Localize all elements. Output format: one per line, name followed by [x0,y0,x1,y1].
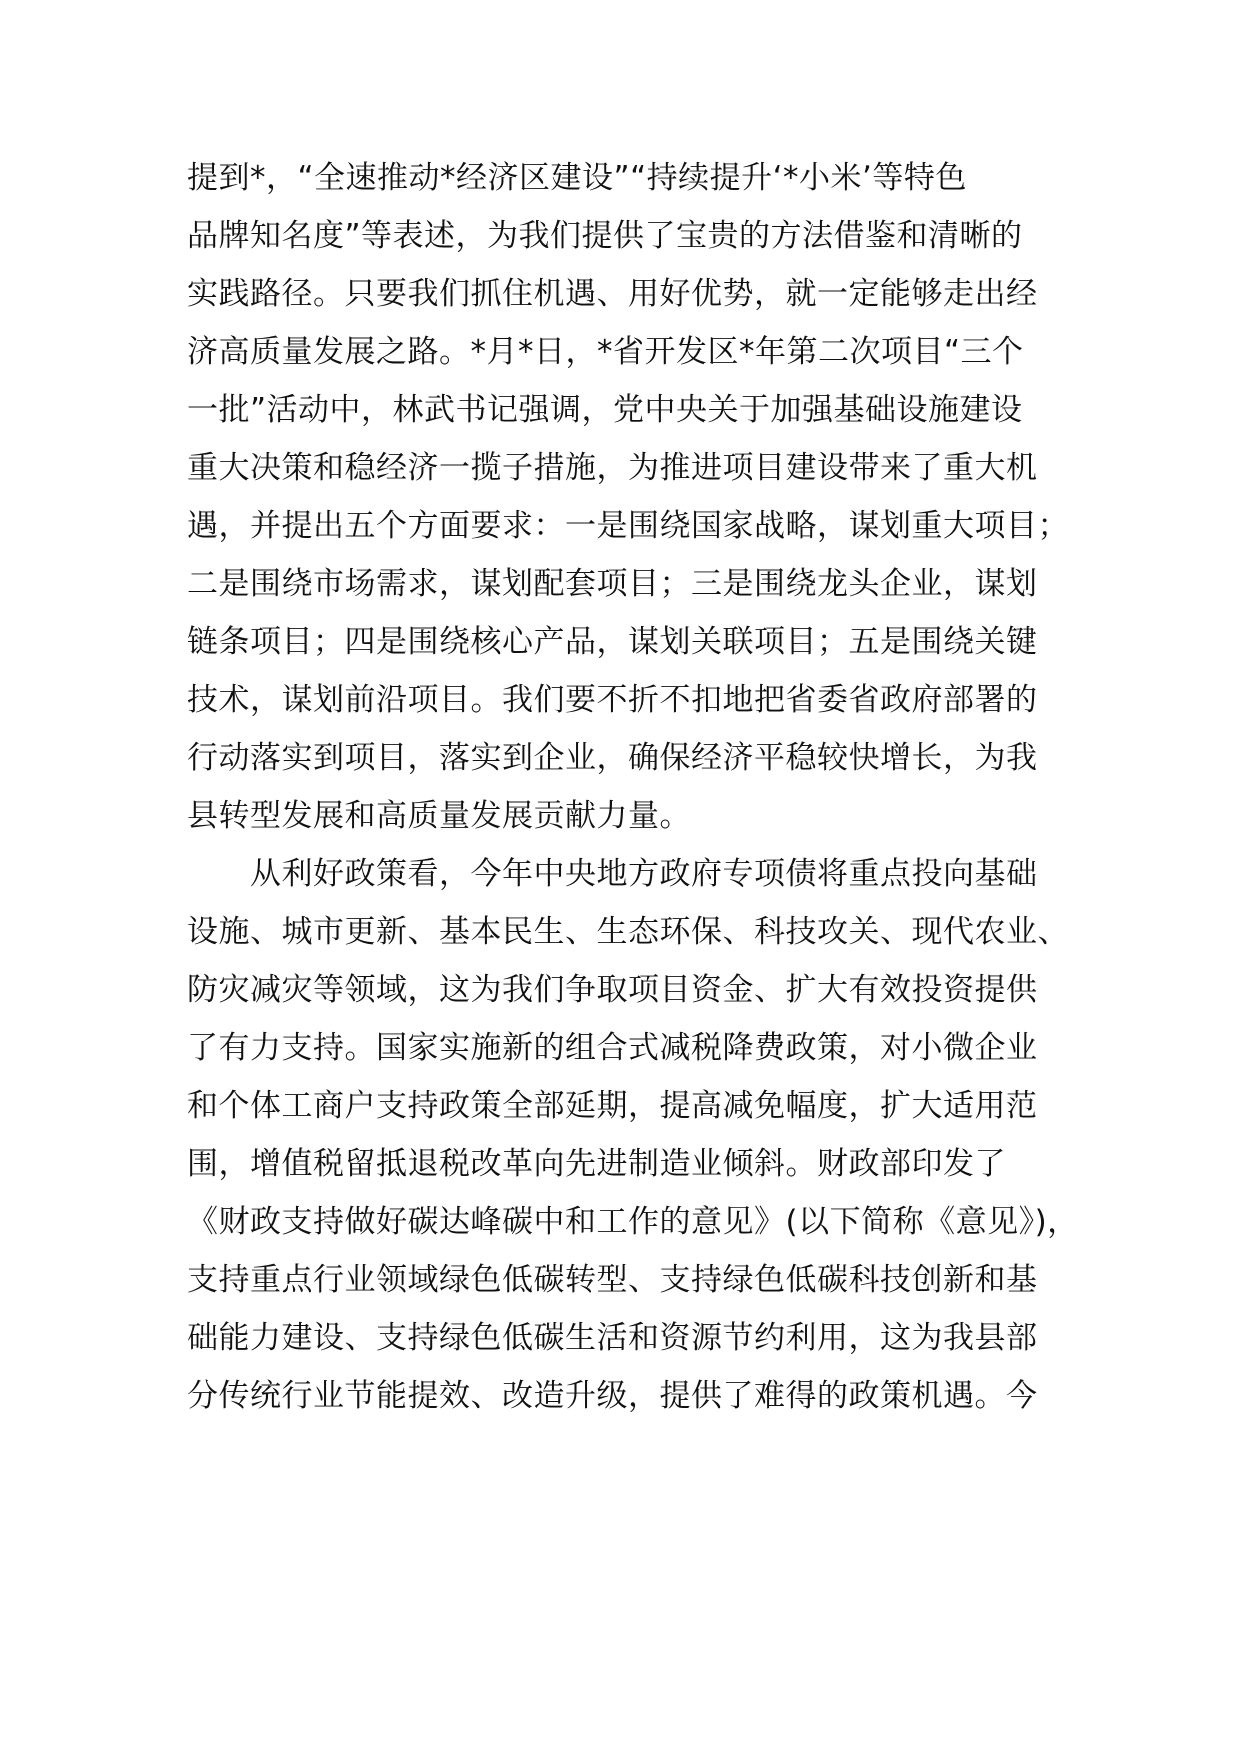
text-line: 遇，并提出五个方面要求：一是围绕国家战略，谋划重大项目； [187,508,1069,544]
text-line: 县转型发展和高质量发展贡献力量。 [187,798,691,834]
text-line: 二是围绕市场需求，谋划配套项目；三是围绕龙头企业，谋划 [187,566,1038,602]
text-line: 实践路径。只要我们抓住机遇、用好优势，就一定能够走出经 [187,276,1038,312]
text-line: 支持重点行业领域绿色低碳转型、支持绿色低碳科技创新和基 [187,1262,1038,1298]
text-line: 《财政支持做好碳达峰碳中和工作的意见》(以下简称《意见》)， [187,1204,1079,1240]
text-line: 行动落实到项目，落实到企业，确保经济平稳较快增长，为我 [187,740,1038,776]
text-line: 础能力建设、支持绿色低碳生活和资源节约利用，这为我县部 [187,1320,1038,1356]
text-line: 防灾减灾等领域，这为我们争取项目资金、扩大有效投资提供 [187,972,1038,1008]
text-line: 分传统行业节能提效、改造升级，提供了难得的政策机遇。今 [187,1378,1038,1414]
text-line: 重大决策和稳经济一揽子措施，为推进项目建设带来了重大机 [187,450,1038,486]
text-line: 品牌知名度”等表述，为我们提供了宝贵的方法借鉴和清晰的 [187,218,1023,254]
text-line: 围，增值税留抵退税改革向先进制造业倾斜。财政部印发了 [187,1146,1006,1182]
text-line: 设施、城市更新、基本民生、生态环保、科技攻关、现代农业、 [187,914,1069,950]
text-line: 和个体工商户支持政策全部延期，提高减免幅度，扩大适用范 [187,1088,1038,1124]
text-line: 一批”活动中，林武书记强调，党中央关于加强基础设施建设 [187,392,1023,428]
text-line: 技术，谋划前沿项目。我们要不折不扣地把省委省政府部署的 [187,682,1038,718]
text-line: 链条项目；四是围绕核心产品，谋划关联项目；五是围绕关键 [187,624,1038,660]
paragraph-first-line: 从利好政策看，今年中央地方政府专项债将重点投向基础 [250,856,1038,892]
text-line: 济高质量发展之路。*月*日，*省开发区*年第二次项目“三个 [187,334,1024,370]
text-line: 提到*，“全速推动*经济区建设”“持续提升‘*小米’等特色 [187,160,967,196]
text-line: 了有力支持。国家实施新的组合式减税降费政策，对小微企业 [187,1030,1038,1066]
